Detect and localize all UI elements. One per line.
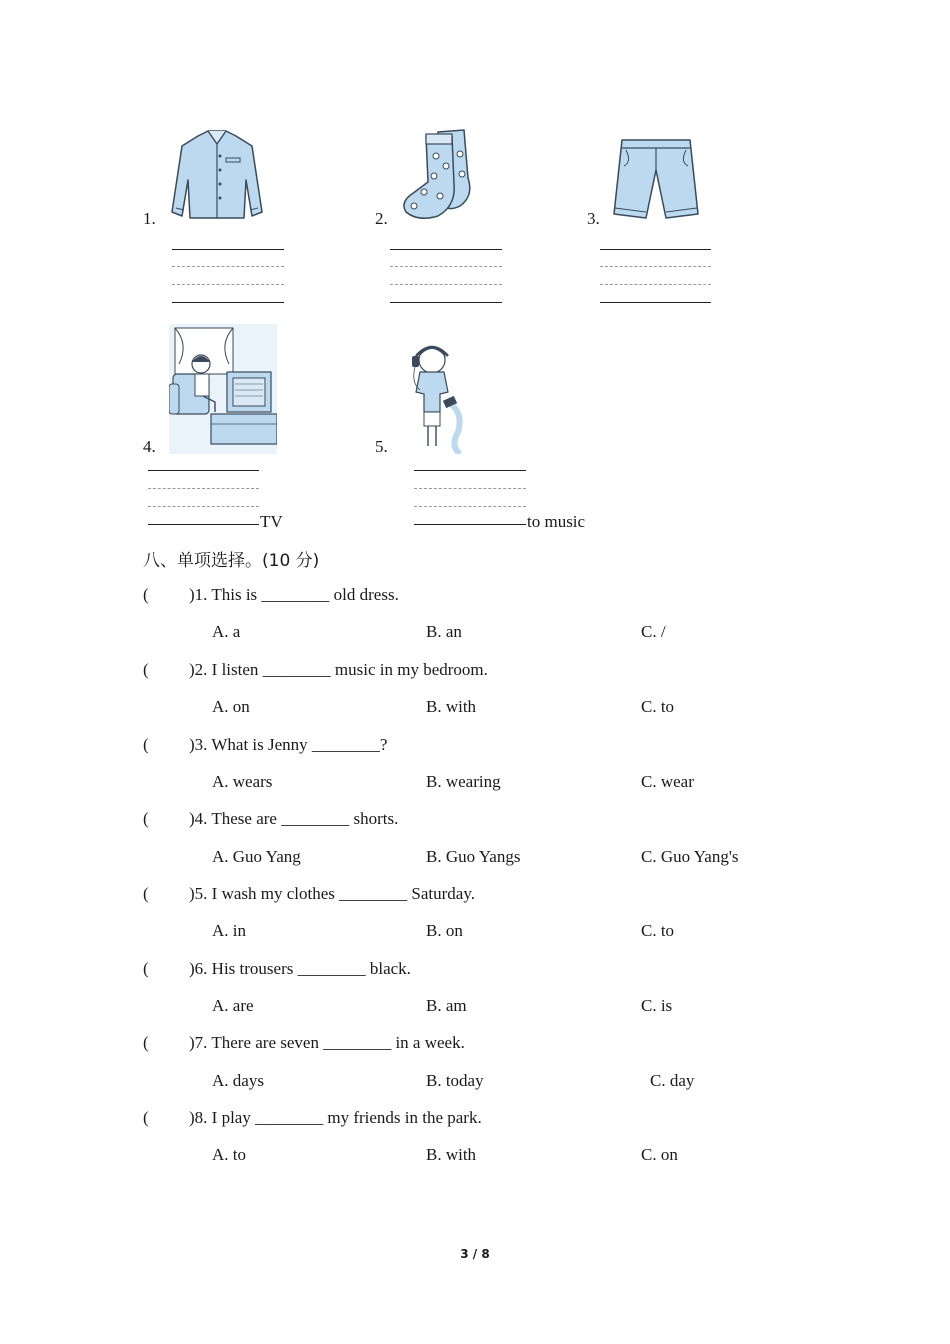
option-a: A. days (212, 1071, 264, 1090)
answer-paren[interactable]: ( (143, 809, 149, 828)
guide-line (390, 266, 502, 267)
guide-line (600, 266, 711, 267)
guide-line (414, 506, 526, 507)
question-stem: )2. I listen ________ music in my bedroom. (189, 660, 488, 679)
answer-line[interactable] (172, 249, 284, 250)
option-a: A. in (212, 921, 246, 940)
option-c: C. day (650, 1071, 695, 1090)
option-c: C. wear (641, 772, 694, 791)
answer-paren[interactable]: ( (143, 660, 149, 679)
guide-line (172, 266, 284, 267)
question-8 (143, 1108, 482, 1128)
question-3 (143, 735, 387, 755)
guide-line (148, 506, 259, 507)
option-b: B. today (426, 1071, 484, 1090)
option-b: B. an (426, 622, 462, 641)
question-stem: )1. This is ________ old dress. (189, 585, 399, 604)
answer-line[interactable] (390, 249, 502, 250)
option-a: A. to (212, 1145, 246, 1164)
answer-paren[interactable]: ( (143, 1108, 149, 1127)
guide-line (414, 488, 526, 489)
question-stem: )3. What is Jenny ________? (189, 735, 388, 754)
question-stem: )5. I wash my clothes ________ Saturday. (189, 884, 475, 903)
item-3-number: 3. (587, 209, 600, 228)
question-stem: )8. I play ________ my friends in the park. (189, 1108, 482, 1127)
item-1-number: 1. (143, 209, 156, 228)
question-6 (143, 959, 411, 979)
option-c: C. / (641, 622, 666, 641)
answer-paren[interactable]: ( (143, 585, 149, 604)
item-5-number: 5. (375, 437, 388, 456)
option-b: B. wearing (426, 772, 501, 791)
socks-icon (398, 126, 482, 222)
question-stem: )4. These are ________ shorts. (189, 809, 399, 828)
item-4-number: 4. (143, 437, 156, 456)
item-4-suffix: TV (260, 512, 283, 531)
answer-line[interactable] (414, 470, 526, 471)
option-c: C. to (641, 697, 675, 716)
option-b: B. with (426, 697, 477, 716)
answer-line[interactable] (148, 524, 259, 525)
option-c: C. to (641, 921, 675, 940)
item-5-suffix: to music (527, 512, 586, 531)
answer-line[interactable] (600, 249, 711, 250)
question-stem: )6. His trousers ________ black. (189, 959, 411, 978)
guide-line (148, 488, 259, 489)
option-a: A. wears (212, 772, 273, 791)
question-stem: )7. There are seven ________ in a week. (189, 1033, 465, 1052)
question-7 (143, 1033, 465, 1053)
option-a: A. on (212, 697, 250, 716)
answer-paren[interactable]: ( (143, 884, 149, 903)
question-5 (143, 884, 475, 904)
option-b: B. on (426, 921, 463, 940)
question-1 (143, 585, 399, 605)
option-b: B. am (426, 996, 467, 1015)
section-title: 八、单项选择。(10 分) (143, 551, 320, 571)
guide-line (600, 284, 711, 285)
answer-line[interactable] (148, 470, 259, 471)
guide-line (172, 284, 284, 285)
option-b: B. Guo Yangs (426, 847, 521, 866)
answer-line[interactable] (414, 524, 526, 525)
boy-watching-tv-icon (169, 324, 277, 454)
option-c: C. is (641, 996, 673, 1015)
option-a: A. a (212, 622, 241, 641)
answer-line[interactable] (172, 302, 284, 303)
option-b: B. with (426, 1145, 477, 1164)
option-a: A. are (212, 996, 254, 1015)
answer-paren[interactable]: ( (143, 1033, 149, 1052)
answer-line[interactable] (390, 302, 502, 303)
item-2-number: 2. (375, 209, 388, 228)
option-c: C. Guo Yang's (641, 847, 739, 866)
shirt-icon (168, 128, 266, 222)
guide-line (390, 284, 502, 285)
answer-paren[interactable]: ( (143, 735, 149, 754)
answer-paren[interactable]: ( (143, 959, 149, 978)
shorts-icon (612, 136, 700, 222)
option-c: C. on (641, 1145, 678, 1164)
question-4 (143, 809, 398, 829)
option-a: A. Guo Yang (212, 847, 301, 866)
page-number: 3 / 8 (460, 1247, 490, 1261)
girl-listening-music-icon (404, 342, 470, 454)
question-2 (143, 660, 488, 680)
answer-line[interactable] (600, 302, 711, 303)
